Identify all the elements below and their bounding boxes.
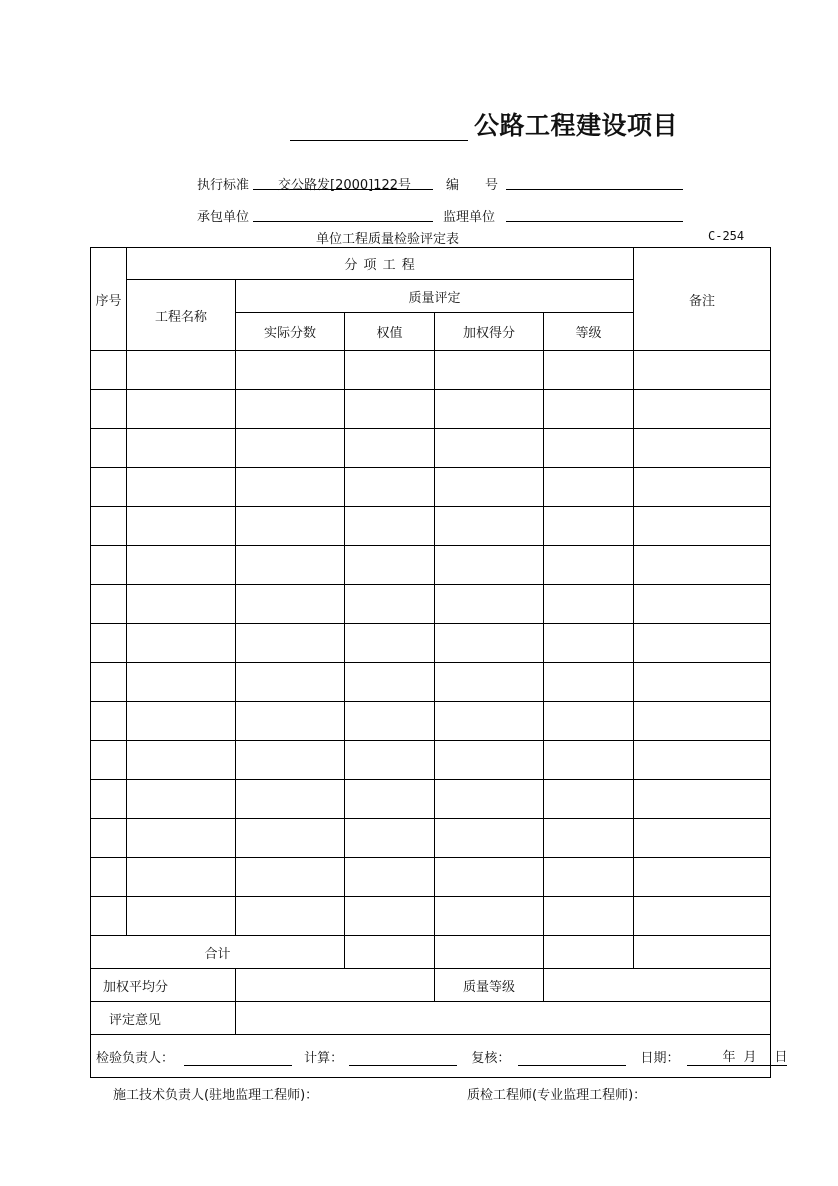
- table-cell[interactable]: [127, 819, 236, 858]
- table-cell[interactable]: [435, 702, 544, 741]
- form-code: C-254: [708, 229, 745, 243]
- table-cell[interactable]: [435, 624, 544, 663]
- actual-score-header: 实际分数: [236, 313, 345, 351]
- calc-field[interactable]: [349, 1051, 457, 1066]
- table-cell[interactable]: [236, 351, 345, 390]
- table-cell[interactable]: [345, 546, 435, 585]
- total-cell[interactable]: [345, 936, 435, 969]
- quality-grade-label: 质量等级: [435, 969, 544, 1002]
- table-cell[interactable]: [544, 585, 634, 624]
- table-cell[interactable]: [91, 624, 127, 663]
- table-row: [91, 546, 771, 585]
- table-cell[interactable]: [91, 897, 127, 936]
- table-cell[interactable]: [91, 741, 127, 780]
- qc-engineer-label: 质检工程师(专业监理工程师)：: [467, 1088, 647, 1103]
- table-cell[interactable]: [127, 702, 236, 741]
- project-name-blank[interactable]: [290, 140, 468, 141]
- table-cell[interactable]: [634, 897, 771, 936]
- table-cell[interactable]: [345, 507, 435, 546]
- table-cell[interactable]: [634, 429, 771, 468]
- table-row: [91, 468, 771, 507]
- review-label: 复核：: [471, 1050, 511, 1066]
- table-cell[interactable]: [91, 390, 127, 429]
- table-cell[interactable]: [345, 663, 435, 702]
- table-cell[interactable]: [435, 897, 544, 936]
- supervisor-field[interactable]: [506, 221, 683, 222]
- table-cell[interactable]: [127, 858, 236, 897]
- table-cell[interactable]: [345, 429, 435, 468]
- table-cell[interactable]: [127, 390, 236, 429]
- opinion-field[interactable]: [236, 1002, 771, 1035]
- table-row: [91, 897, 771, 936]
- table-cell[interactable]: [634, 663, 771, 702]
- evaluation-table: [90, 247, 788, 1078]
- table-cell[interactable]: [634, 702, 771, 741]
- table-cell[interactable]: [127, 897, 236, 936]
- table-cell[interactable]: [236, 897, 345, 936]
- table-cell[interactable]: [91, 351, 127, 390]
- table-cell[interactable]: [236, 624, 345, 663]
- table-cell[interactable]: [91, 702, 127, 741]
- table-cell[interactable]: [91, 663, 127, 702]
- weighted-score-header: 加权得分: [435, 313, 544, 351]
- contractor-label: 承包单位: [197, 210, 250, 225]
- total-cell[interactable]: [435, 936, 544, 969]
- table-cell[interactable]: [345, 897, 435, 936]
- table-cell[interactable]: [345, 468, 435, 507]
- table-cell[interactable]: [236, 468, 345, 507]
- table-cell[interactable]: [236, 702, 345, 741]
- table-cell[interactable]: [435, 351, 544, 390]
- table-cell[interactable]: [435, 429, 544, 468]
- table-cell[interactable]: [544, 429, 634, 468]
- table-cell[interactable]: [91, 858, 127, 897]
- table-cell[interactable]: [544, 507, 634, 546]
- table-row: [91, 858, 771, 897]
- table-cell[interactable]: [236, 546, 345, 585]
- date-label: 日期：: [640, 1050, 680, 1066]
- table-row: [91, 663, 771, 702]
- table-cell[interactable]: [544, 741, 634, 780]
- table-cell[interactable]: [634, 546, 771, 585]
- table-cell[interactable]: [345, 741, 435, 780]
- number-label: 编 号: [446, 178, 499, 193]
- table-cell[interactable]: [345, 819, 435, 858]
- table-cell[interactable]: [435, 390, 544, 429]
- table-cell[interactable]: [435, 507, 544, 546]
- table-cell[interactable]: [345, 585, 435, 624]
- table-row: [91, 390, 771, 429]
- table-cell[interactable]: [127, 546, 236, 585]
- year-label: 年: [722, 1049, 736, 1065]
- table-cell[interactable]: [435, 546, 544, 585]
- table-cell[interactable]: [544, 780, 634, 819]
- month-label: 月: [743, 1049, 757, 1065]
- date-field[interactable]: [687, 1051, 787, 1066]
- grade-header: 等级: [544, 313, 634, 351]
- table-cell[interactable]: [544, 858, 634, 897]
- table-cell[interactable]: [634, 507, 771, 546]
- table-cell[interactable]: [127, 429, 236, 468]
- table-cell[interactable]: [127, 741, 236, 780]
- table-cell[interactable]: [634, 858, 771, 897]
- project-name-header: 工程名称: [127, 280, 236, 351]
- table-cell[interactable]: [634, 819, 771, 858]
- construction-lead-label: 施工技术负责人(驻地监理工程师)：: [113, 1088, 319, 1103]
- table-cell[interactable]: [127, 507, 236, 546]
- table-cell[interactable]: [345, 858, 435, 897]
- table-cell[interactable]: [236, 585, 345, 624]
- table-cell[interactable]: [91, 507, 127, 546]
- table-cell[interactable]: [634, 780, 771, 819]
- table-cell[interactable]: [91, 468, 127, 507]
- number-field[interactable]: [506, 189, 683, 190]
- table-cell[interactable]: [435, 663, 544, 702]
- table-cell[interactable]: [435, 585, 544, 624]
- table-cell[interactable]: [634, 624, 771, 663]
- weight-header: 权值: [345, 313, 435, 351]
- standard-value[interactable]: 交公路发[2000]122号: [278, 178, 412, 193]
- table-cell[interactable]: [236, 663, 345, 702]
- table-cell[interactable]: [435, 468, 544, 507]
- table-cell[interactable]: [634, 468, 771, 507]
- standard-label: 执行标准: [197, 178, 250, 193]
- table-cell[interactable]: [127, 780, 236, 819]
- table-cell[interactable]: [91, 780, 127, 819]
- table-cell[interactable]: [634, 351, 771, 390]
- table-cell[interactable]: [544, 702, 634, 741]
- table-cell[interactable]: [345, 702, 435, 741]
- table-cell[interactable]: [127, 585, 236, 624]
- supervisor-label: 监理单位: [443, 210, 496, 225]
- table-cell[interactable]: [236, 780, 345, 819]
- table-row: [91, 585, 771, 624]
- table-cell[interactable]: [236, 741, 345, 780]
- table-cell[interactable]: [91, 819, 127, 858]
- sub-project-header: 分 项 工 程: [127, 248, 634, 280]
- table-cell[interactable]: [634, 741, 771, 780]
- table-row: [91, 819, 771, 858]
- table-cell[interactable]: [236, 819, 345, 858]
- table-cell[interactable]: [236, 429, 345, 468]
- table-cell[interactable]: [544, 819, 634, 858]
- table-cell[interactable]: [345, 780, 435, 819]
- table-row: [91, 429, 771, 468]
- table-cell[interactable]: [544, 351, 634, 390]
- table-cell[interactable]: [127, 468, 236, 507]
- weighted-avg-label: 加权平均分: [91, 969, 236, 1002]
- calc-label: 计算：: [304, 1050, 344, 1066]
- table-cell[interactable]: [634, 390, 771, 429]
- table-cell[interactable]: [435, 741, 544, 780]
- table-row: [91, 351, 771, 390]
- table-cell[interactable]: [127, 351, 236, 390]
- quality-header: 质量评定: [236, 280, 634, 313]
- signature-row: [91, 1035, 788, 1078]
- table-cell[interactable]: [435, 819, 544, 858]
- total-label: 合计: [91, 936, 345, 969]
- table-cell[interactable]: [236, 390, 345, 429]
- contractor-field[interactable]: [253, 221, 433, 222]
- form-title: 单位工程质量检验评定表: [316, 232, 460, 247]
- opinion-label: 评定意见: [91, 1002, 236, 1035]
- table-cell[interactable]: [435, 858, 544, 897]
- table-cell[interactable]: [544, 624, 634, 663]
- total-cell[interactable]: [544, 936, 634, 969]
- table-row: [91, 507, 771, 546]
- table-cell[interactable]: [544, 663, 634, 702]
- remarks-header: 备注: [634, 248, 771, 351]
- day-label: 日: [774, 1049, 788, 1065]
- total-cell[interactable]: [634, 936, 771, 969]
- table-cell[interactable]: [544, 390, 634, 429]
- inspector-field[interactable]: [184, 1051, 292, 1066]
- table-cell[interactable]: [91, 546, 127, 585]
- table-cell[interactable]: [634, 585, 771, 624]
- review-field[interactable]: [518, 1051, 626, 1066]
- table-cell[interactable]: [345, 624, 435, 663]
- weighted-avg-field[interactable]: [236, 969, 435, 1002]
- page-title: 公路工程建设项目: [474, 111, 679, 140]
- table-row: [91, 780, 771, 819]
- table-cell[interactable]: [127, 624, 236, 663]
- table-row: [91, 624, 771, 663]
- table-cell[interactable]: [127, 663, 236, 702]
- table-row: [91, 741, 771, 780]
- table-cell[interactable]: [236, 507, 345, 546]
- table-cell[interactable]: [544, 468, 634, 507]
- table-cell[interactable]: [236, 858, 345, 897]
- table-cell[interactable]: [91, 585, 127, 624]
- data-rows: [91, 351, 771, 936]
- table-cell[interactable]: [544, 897, 634, 936]
- table-cell[interactable]: [435, 780, 544, 819]
- table-cell[interactable]: [345, 351, 435, 390]
- table-cell[interactable]: [345, 390, 435, 429]
- table-row: [91, 702, 771, 741]
- table-cell[interactable]: [544, 546, 634, 585]
- quality-grade-field[interactable]: [544, 969, 771, 1002]
- inspector-label: 检验负责人：: [96, 1050, 175, 1066]
- index-header: 序号: [91, 248, 127, 351]
- table-cell[interactable]: [91, 429, 127, 468]
